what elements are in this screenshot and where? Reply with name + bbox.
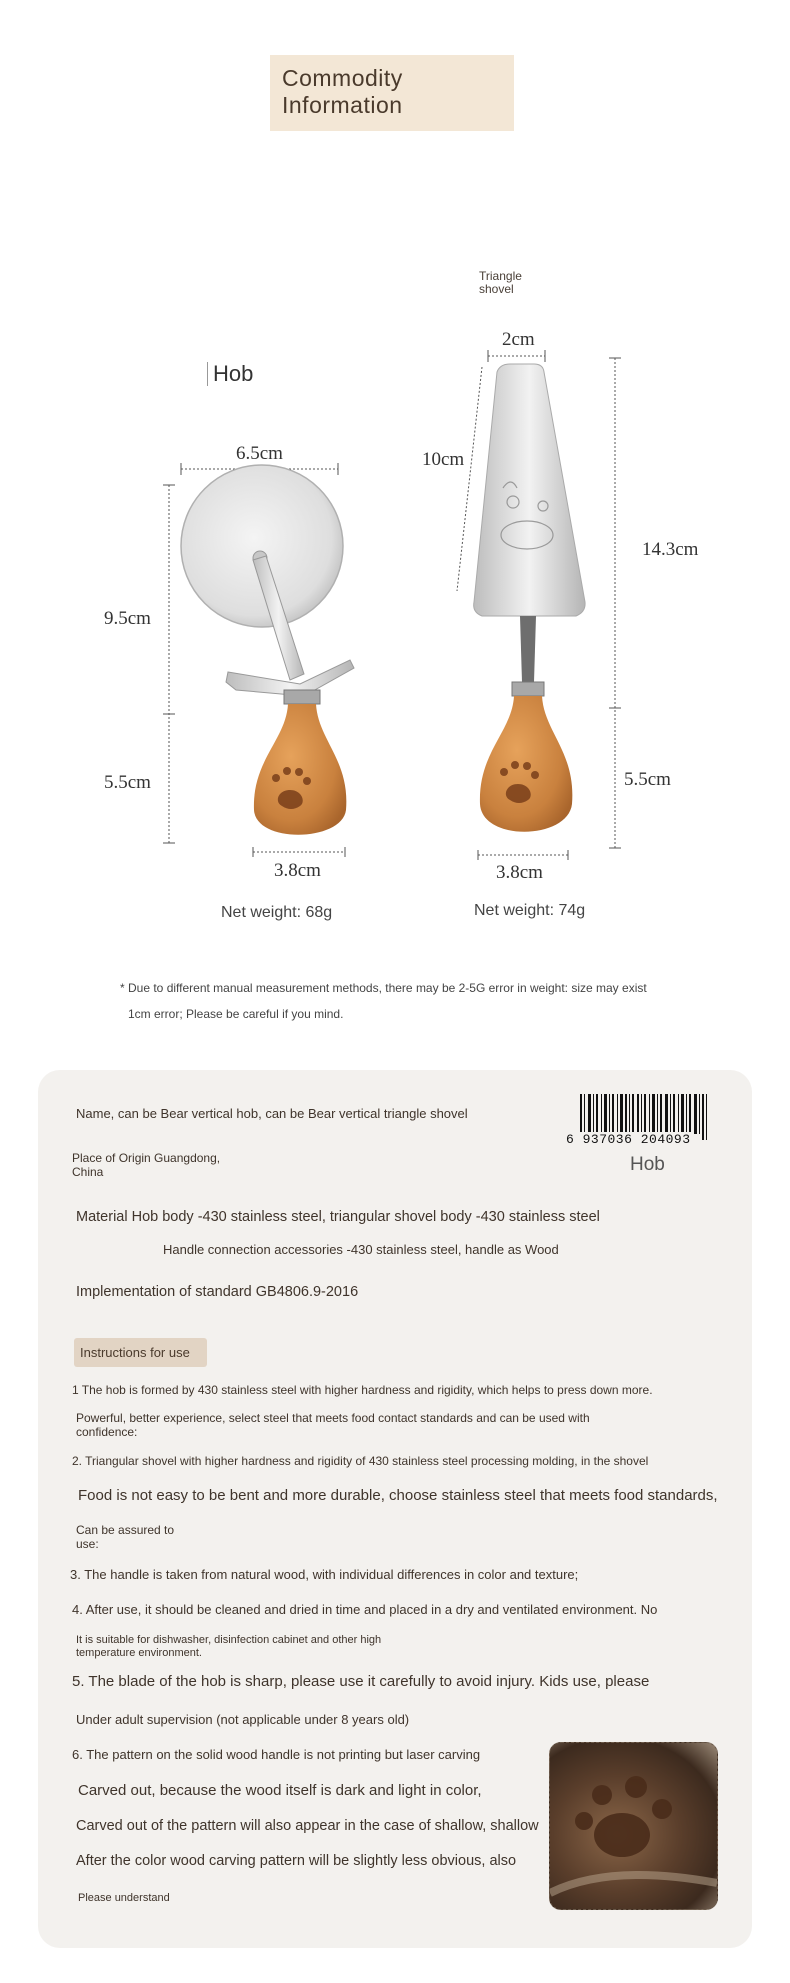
instructions-badge (74, 1338, 207, 1367)
instr-line-4: 2. Triangular shovel with higher hardness and rigidity of 430 stainless steel processing molding, in the shovel (72, 1454, 649, 1468)
product-illustration (0, 320, 790, 880)
shovel-label-line1: Triangle (479, 269, 522, 283)
instructions-label: Instructions for use (80, 1345, 190, 1360)
shovel-image (474, 364, 585, 832)
hob-width-top: 6.5cm (236, 443, 283, 464)
hob-label: Hob (207, 362, 253, 386)
shovel-net-weight: Net weight: 74g (474, 902, 586, 919)
info-origin-line1: Place of Origin Guangdong, (72, 1151, 221, 1165)
hob-width-handle: 3.8cm (274, 860, 321, 881)
info-origin-line2: China (72, 1165, 104, 1179)
measurement-note-line1: * Due to different manual measurement methods, there may be 2-5G error in weight: size may exist (120, 981, 647, 995)
instr-line-14: 6. The pattern on the solid wood handle is not printing but laser carving (72, 1747, 481, 1762)
hob-net-weight: Net weight: 68g (221, 904, 333, 921)
page-title (282, 65, 403, 119)
barcode-number: 6 937036 204093 (566, 1132, 691, 1147)
instr-line-17: After the color wood carving pattern will be slightly less obvious, also (76, 1853, 517, 1869)
info-standard: Implementation of standard GB4806.9-2016 (76, 1284, 359, 1300)
instr-line-13: Under adult supervision (not applicable under 8 years old) (76, 1712, 410, 1727)
instr-line-1: 1 The hob is formed by 430 stainless steel with higher hardness and rigidity, which helps to press down more. (72, 1383, 653, 1397)
shovel-width-handle: 3.8cm (496, 862, 543, 883)
barcode (566, 1094, 722, 1154)
instr-line-7: use: (76, 1537, 99, 1551)
instr-line-6: Can be assured to (76, 1523, 175, 1537)
page-title-line1: Commodity (282, 65, 403, 91)
instr-line-9: 4. After use, it should be cleaned and dried in time and placed in a dry and ventilated environment. No (72, 1602, 658, 1617)
measurement-note-line2: 1cm error; Please be careful if you mind. (128, 1007, 344, 1021)
laser-carving-photo (549, 1742, 718, 1910)
instr-line-8: 3. The handle is taken from natural wood, with individual differences in color and texture; (70, 1567, 579, 1582)
info-material-line2: Handle connection accessories -430 stainless steel, handle as Wood (163, 1242, 559, 1257)
shovel-length-total: 14.3cm (642, 539, 699, 560)
shovel-side-length: 10cm (422, 449, 465, 470)
instr-line-2: Powerful, better experience, select steel that meets food contact standards and can be used with (76, 1411, 590, 1425)
shovel-width-top: 2cm (502, 329, 535, 350)
hob-length-handle: 5.5cm (104, 772, 151, 793)
instr-line-10: It is suitable for dishwasher, disinfection cabinet and other high (76, 1634, 382, 1646)
info-material: Material Hob body -430 stainless steel, triangular shovel body -430 stainless steel (76, 1209, 600, 1225)
instr-line-12: 5. The blade of the hob is sharp, please use it carefully to avoid injury. Kids use, please (72, 1673, 650, 1690)
shovel-label (479, 270, 522, 296)
instr-line-15: Carved out, because the wood itself is dark and light in color, (78, 1782, 482, 1799)
shovel-label-line2: shovel (479, 282, 514, 296)
carved-paw-image (550, 1743, 717, 1909)
hob-length-blade: 9.5cm (104, 608, 151, 629)
instr-line-11: temperature environment. (76, 1647, 202, 1659)
hob-image (181, 465, 354, 835)
instr-line-5: Food is not easy to be bent and more durable, choose stainless steel that meets food standards, (78, 1487, 718, 1504)
instr-line-3: confidence: (76, 1425, 138, 1439)
commodity-info-badge (270, 55, 514, 131)
shovel-length-handle: 5.5cm (624, 769, 671, 790)
info-origin (72, 1151, 220, 1179)
instr-line-16: Carved out of the pattern will also appear in the case of shallow, shallow (76, 1818, 539, 1834)
page-title-line2: Information (282, 92, 403, 118)
barcode-caption: Hob (630, 1154, 665, 1175)
info-name: Name, can be Bear vertical hob, can be Bear vertical triangle shovel (76, 1106, 468, 1121)
instr-line-18: Please understand (78, 1892, 170, 1904)
